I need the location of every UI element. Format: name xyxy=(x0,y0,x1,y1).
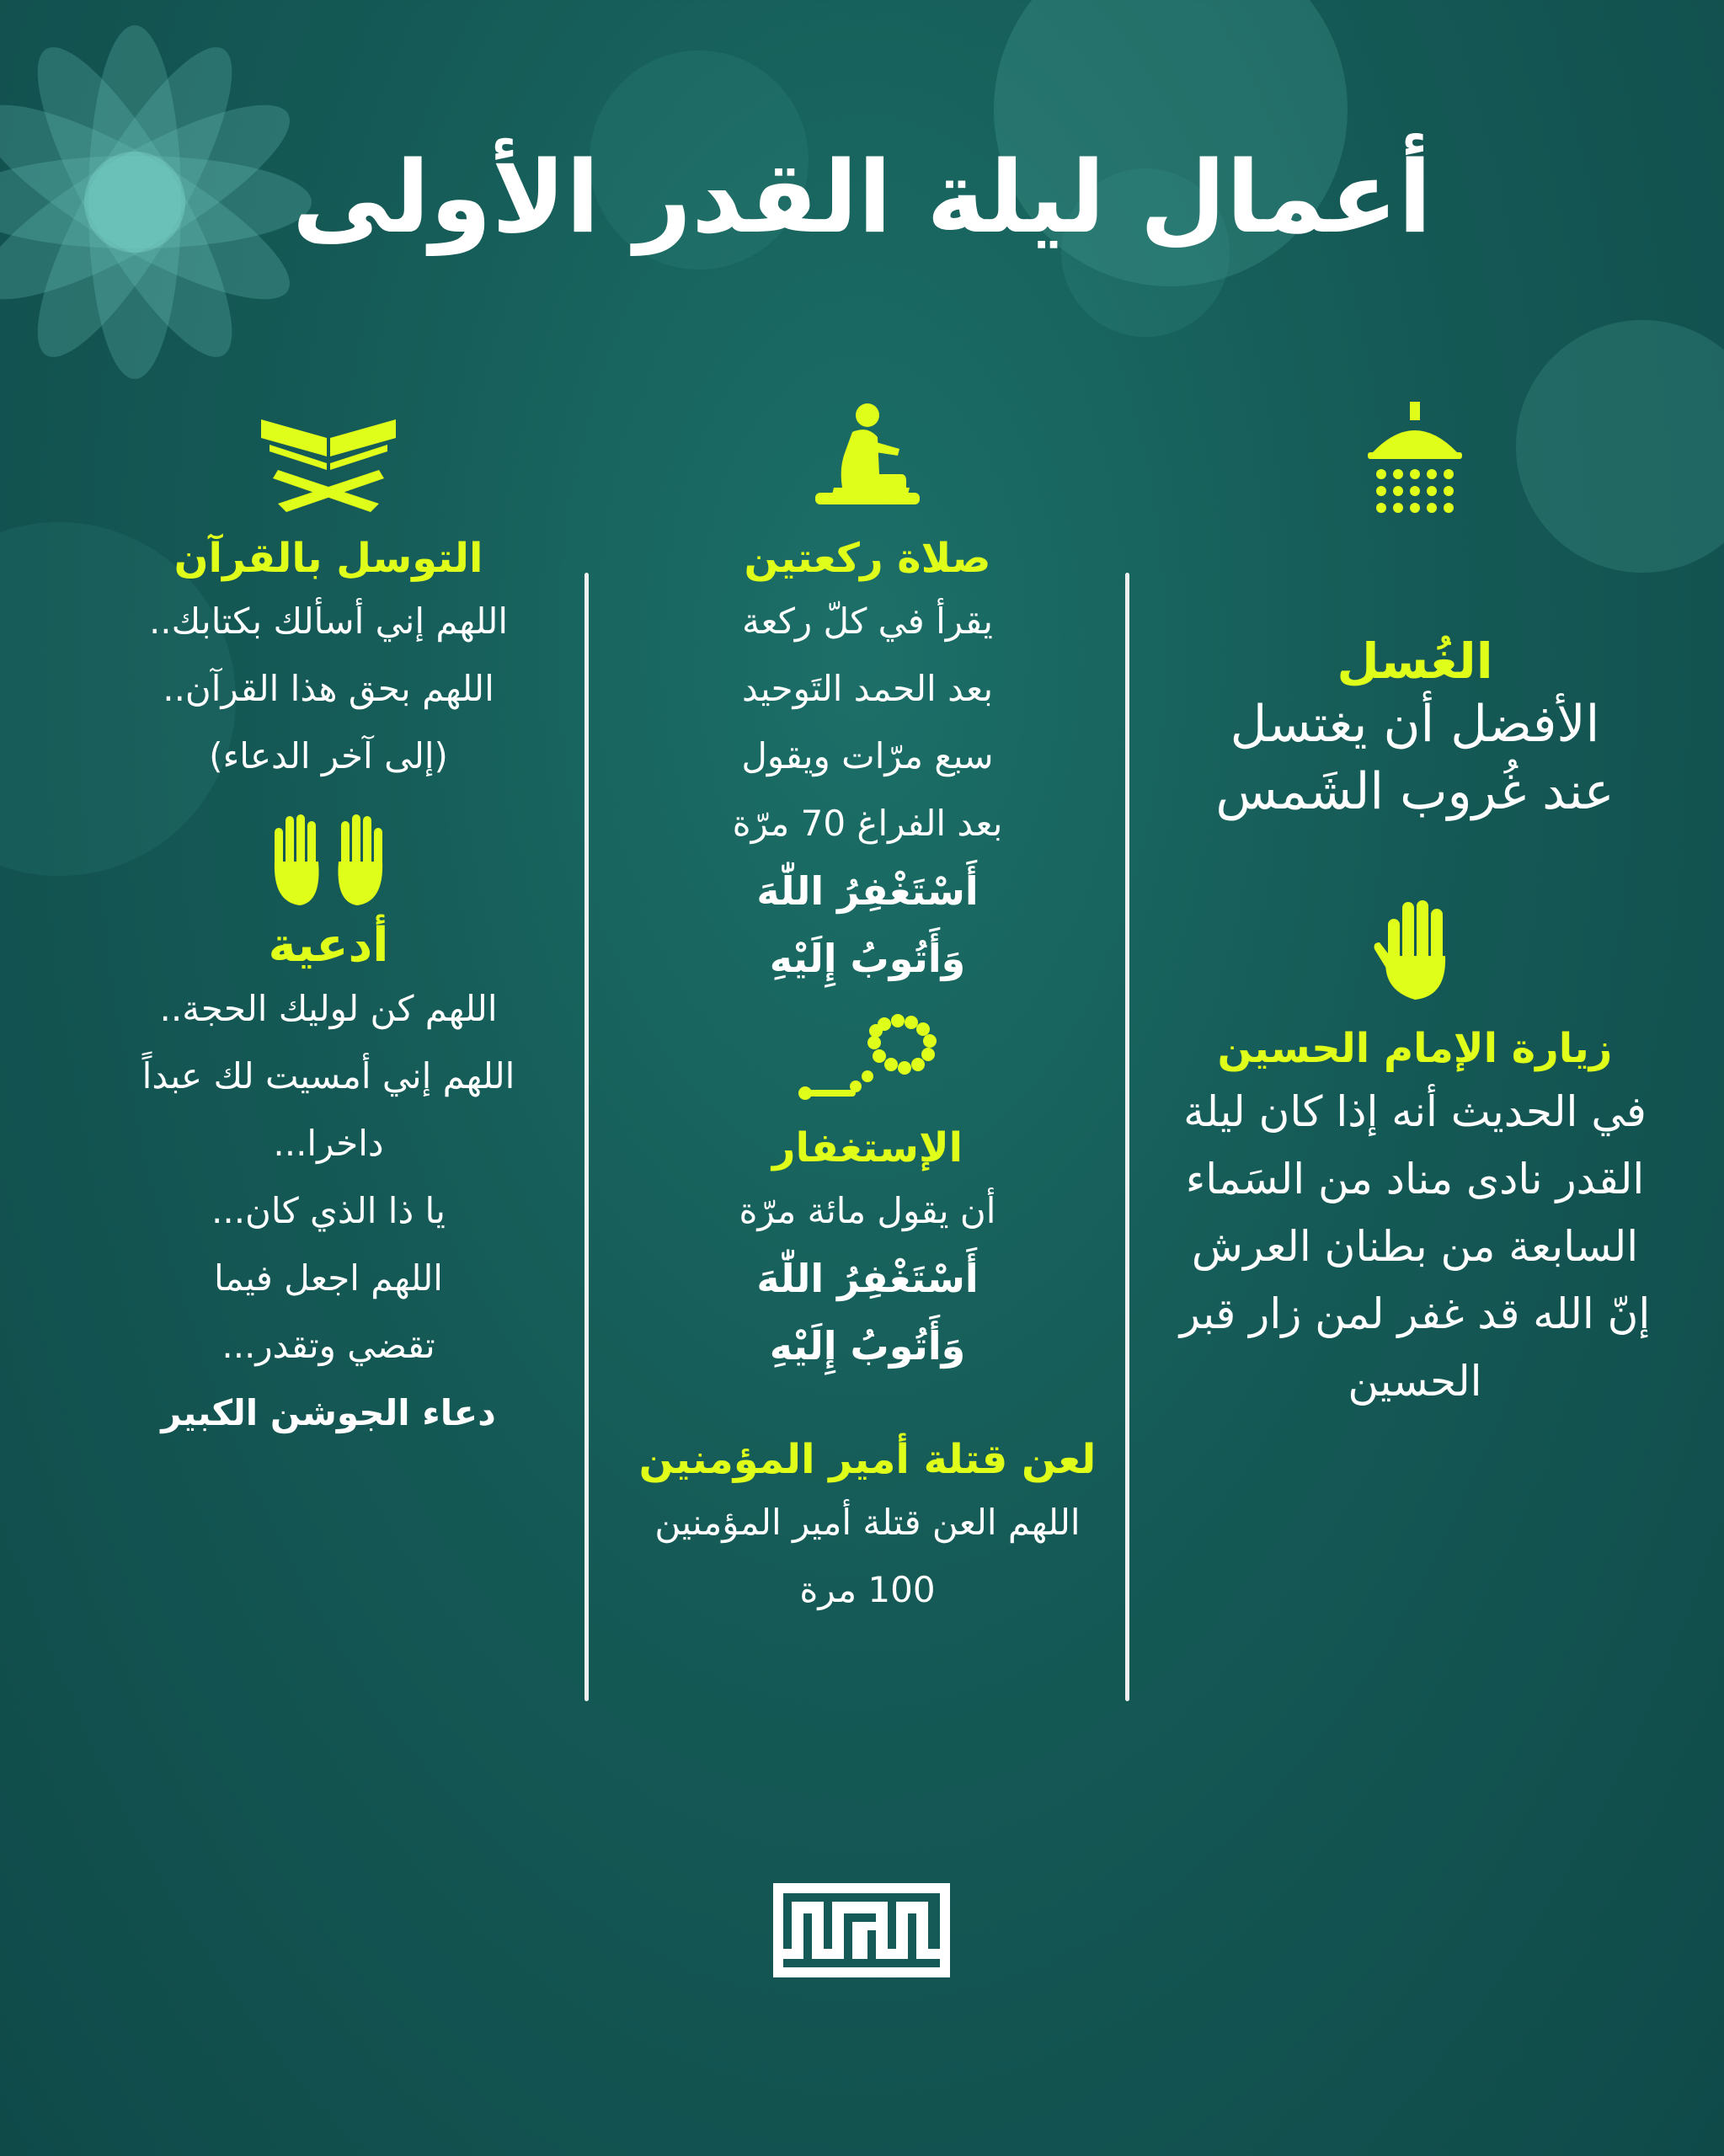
ghusl-heading: الغُسل xyxy=(1337,632,1493,690)
adiya-line: اللهم كن لوليك الحجة.. xyxy=(159,988,498,1029)
istighfar-heading: الإستغفار xyxy=(771,1124,963,1171)
laan-line: 100 مرة xyxy=(799,1569,936,1610)
tawassul-line: اللهم إني أسألك بكتابك.. xyxy=(148,600,509,642)
adiya-line: داخرا... xyxy=(273,1123,384,1164)
salat-line: يقرأ في كلّ ركعة xyxy=(742,600,993,642)
laan-line: اللهم العن قتلة أمير المؤمنين xyxy=(654,1502,1081,1543)
column-right xyxy=(1145,396,1684,1415)
praying-person-icon xyxy=(606,396,1129,522)
istighfar-dhikr: أَسْتَغْفِرُ اللّٰهَ xyxy=(756,1256,979,1301)
salat-line: بعد الحمد التَوحيد xyxy=(741,668,994,709)
ziyara-heading-text: زيارة الإمام الحسين xyxy=(1217,1025,1613,1072)
shower-icon xyxy=(1145,396,1684,522)
quran-on-stand-icon xyxy=(67,396,590,522)
ziyara-line: السابعة من بطنان العرش xyxy=(1191,1222,1639,1271)
salat-heading: صلاة ركعتين xyxy=(744,535,991,582)
prayer-beads-icon xyxy=(606,1001,1129,1118)
tawassul-line: (إلى آخر الدعاء) xyxy=(209,735,448,776)
istighfar-dhikr: وَأَتُوبُ إِلَيْهِ xyxy=(769,1323,966,1369)
brand-logo-icon xyxy=(773,1883,950,1977)
adiya-line: اللهم إني أمسيت لك عبداً xyxy=(141,1055,515,1097)
salat-line: بعد الفراغ 70 مرّة xyxy=(732,803,1003,844)
salat-line: سبع مرّات ويقول xyxy=(741,735,994,776)
tawassul-line: اللهم بحق هذا القرآن.. xyxy=(163,668,494,709)
adiya-line: تقضي وتقدر... xyxy=(222,1325,435,1366)
adiya-line: يا ذا الذي كان... xyxy=(211,1190,446,1231)
laan-heading: لعن قتلة أمير المؤمنين xyxy=(638,1436,1097,1483)
tawassul-heading: التوسل بالقرآن xyxy=(173,535,483,582)
column-left xyxy=(67,396,590,1447)
ziyara-line: إنّ الله قد غفر لمن زار قبر xyxy=(1179,1289,1651,1338)
salat-dhikr: أَسْتَغْفِرُ اللّٰهَ xyxy=(756,868,979,914)
adiya-line: اللهم اجعل فيما xyxy=(214,1257,443,1299)
ghusl-line: عند غُروب الشَمس xyxy=(1215,762,1615,821)
ziyara-line: الحسين xyxy=(1348,1357,1482,1406)
ziyara-line: القدر نادى مناد من السَماء xyxy=(1185,1155,1645,1203)
jawshan-line: دعاء الجوشن الكبير xyxy=(161,1392,496,1433)
ziyara-line: في الحديث أنه إذا كان ليلة xyxy=(1183,1087,1647,1136)
istighfar-line: أن يقول مائة مرّة xyxy=(739,1190,996,1231)
salat-dhikr: وَأَتُوبُ إِلَيْهِ xyxy=(769,936,966,981)
column-center xyxy=(606,396,1129,1624)
ghusl-line: الأفضل أن يغتسل xyxy=(1230,695,1600,754)
hand-icon xyxy=(1145,893,1684,1011)
adiya-heading: أدعية xyxy=(268,918,389,973)
page-title: أعمال ليلة القدر الأولى xyxy=(291,139,1433,255)
raised-hands-icon xyxy=(67,807,590,916)
ziyara-heading xyxy=(1145,1019,1684,1078)
